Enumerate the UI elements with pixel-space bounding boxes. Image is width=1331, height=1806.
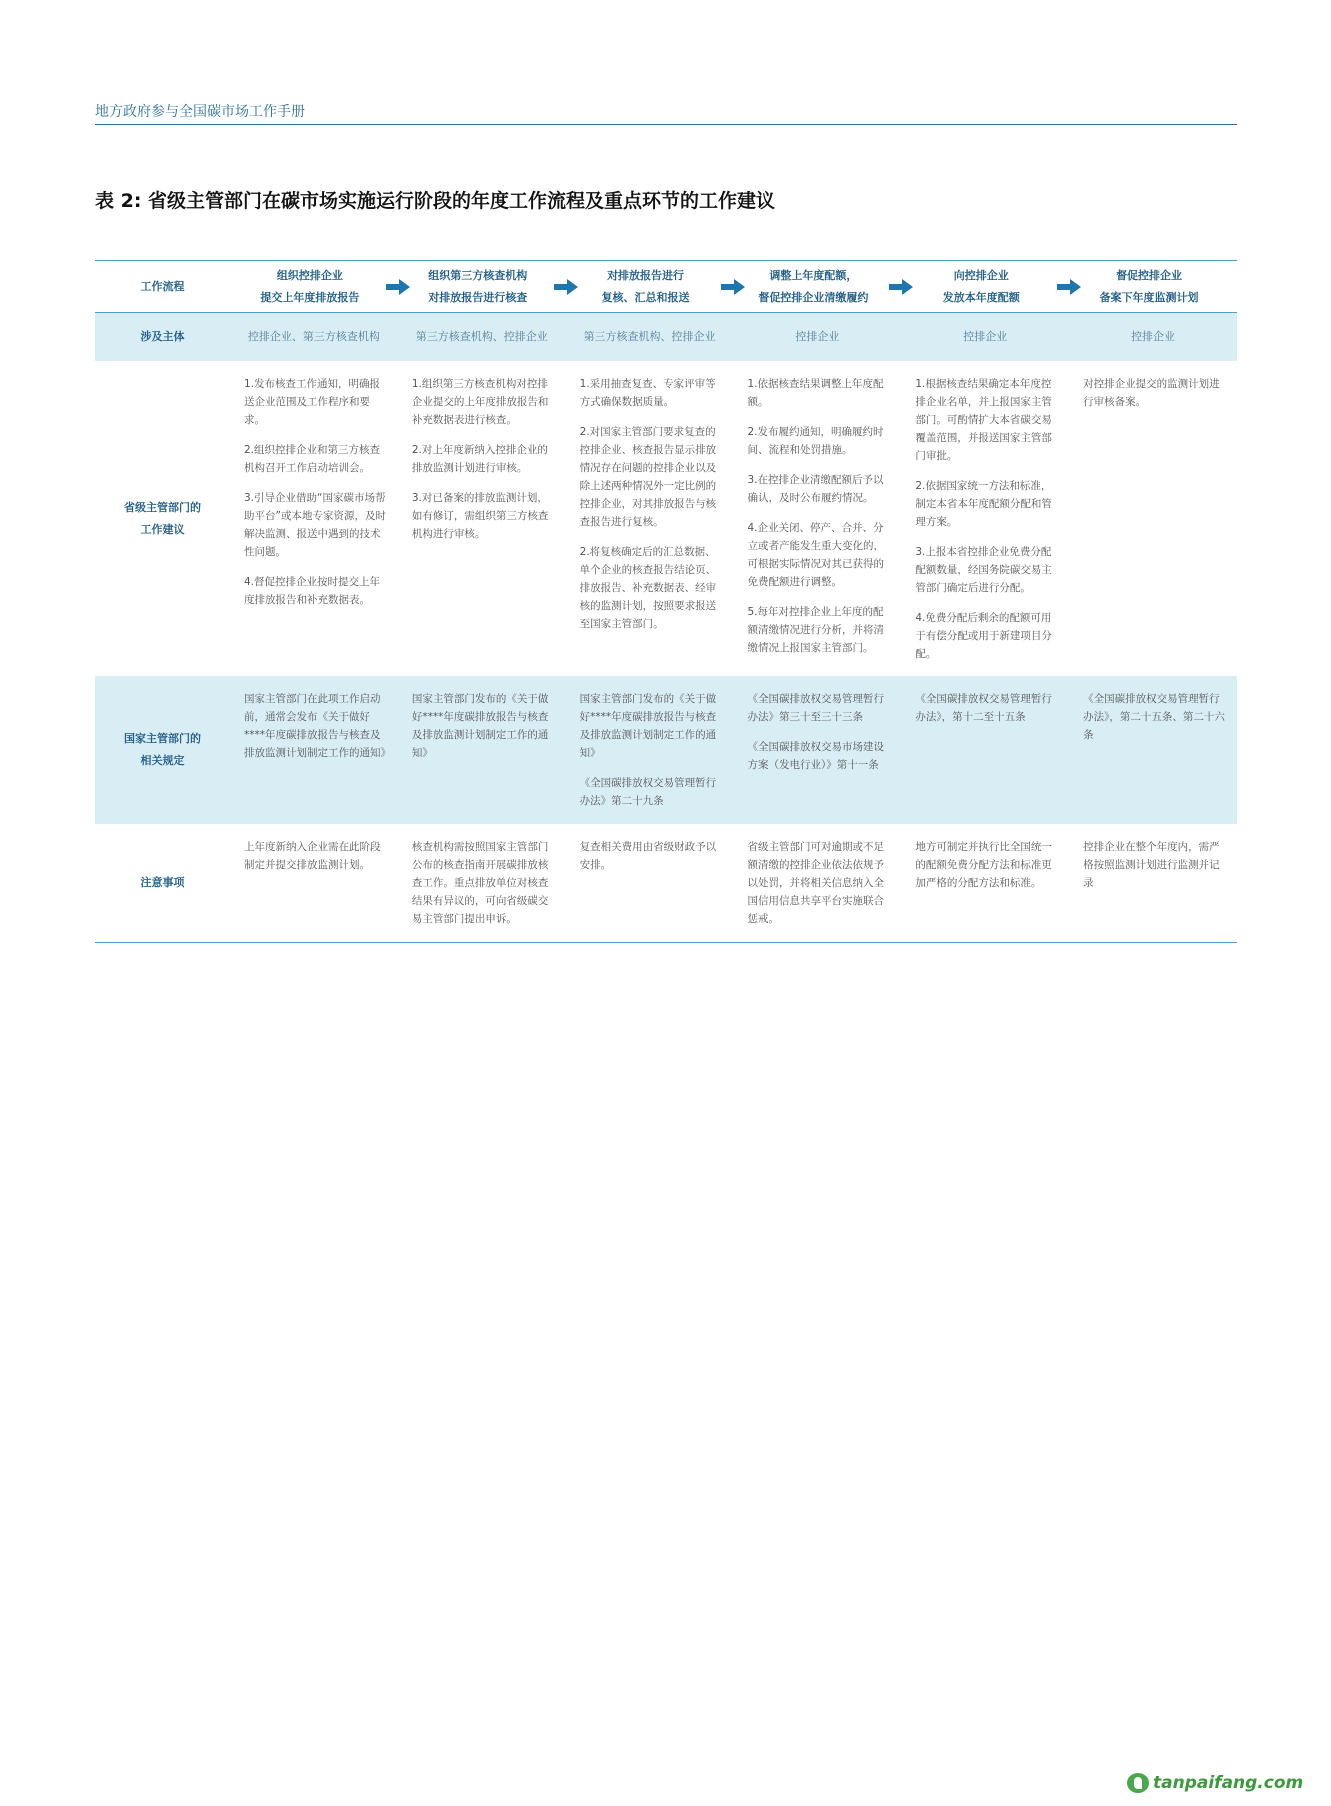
leaf-icon <box>1127 1773 1149 1793</box>
suggestion-item: 2.发布履约通知，明确履约时间、流程和处罚措施。 <box>747 426 884 456</box>
suggestion-item: 2.将复核确定后的汇总数据、单个企业的核查报告结论页、排放报告、补充数据表、经审核的监测计划，按照要求报送至国家主管部门。 <box>579 546 717 630</box>
arrow-right-icon <box>889 279 913 295</box>
suggestion-item: 3.对已备案的排放监测计划，如有修订，需组织第三方核查机构进行审核。 <box>411 492 549 540</box>
step-header-3 <box>566 261 734 313</box>
regulation-item: 《全国碳排放权交易市场建设方案（发电行业）》第十一条 <box>747 741 884 771</box>
notes-cell: 上年度新纳入企业需在此阶段制定并提交排放监测计划。 <box>244 841 381 871</box>
row-label-notes: 注意事项 <box>140 876 185 889</box>
table-title: 表 2: 省级主管部门在碳市场实施运行阶段的年度工作流程及重点环节的工作建议 <box>95 190 776 212</box>
suggestions-cell <box>398 361 566 676</box>
running-header: 地方政府参与全国碳市场工作手册 <box>95 104 305 120</box>
step-title: 调整上年度配额， 督促控排企业清缴履约 <box>758 268 869 304</box>
suggestion-item: 3.上报本省控排企业免费分配配额数量，经国务院碳交易主管部门确定后进行分配。 <box>915 546 1052 594</box>
step-title: 组织控排企业 提交上年度排放报告 <box>260 268 360 304</box>
step-title: 对排放报告进行 复核、汇总和报送 <box>601 268 690 304</box>
notes-cell: 复查相关费用由省级财政予以安排。 <box>579 841 717 871</box>
regulations-cell <box>398 676 566 824</box>
suggestion-item: 2.对上年度新纳入控排企业的排放监测计划进行审核。 <box>411 444 548 474</box>
suggestion-item: 2.依据国家统一方法和标准，制定本省本年度配额分配和管理方案。 <box>915 480 1052 528</box>
suggestion-item: 1.采用抽查复查、专家评审等方式确保数据质量。 <box>579 378 716 408</box>
subjects-cell: 控排企业 <box>901 313 1069 361</box>
regulation-item: 国家主管部门发布的《关于做好****年度碳排放报告与核查及排放监测计划制定工作的通知》 <box>411 693 549 759</box>
regulations-cell <box>901 676 1069 824</box>
subjects-cell: 控排企业 <box>733 313 901 361</box>
suggestions-cell <box>566 361 734 676</box>
suggestion-item: 对控排企业提交的监测计划进行审核备案。 <box>1083 378 1220 408</box>
step-header-4 <box>733 261 901 313</box>
regulation-item: 《全国碳排放权交易管理暂行办法》，第十二至十五条 <box>915 693 1052 723</box>
step-header-2 <box>398 261 566 313</box>
step-header-6 <box>1069 261 1237 313</box>
suggestion-item: 4.免费分配后剩余的配额可用于有偿分配或用于新建项目分配。 <box>915 612 1052 660</box>
suggestion-item: 2.组织控排企业和第三方核查机构召开工作启动培训会。 <box>244 444 381 474</box>
regulation-item: 《全国碳排放权交易管理暂行办法》第三十至三十三条 <box>747 693 884 723</box>
suggestions-cell <box>733 361 901 676</box>
regulation-item: 国家主管部门在此项工作启动前，通常会发布《关于做好****年度碳排放报告与核查及排放监测计划制定工作的通知》 <box>244 693 391 759</box>
step-title: 组织第三方核查机构 对排放报告进行核查 <box>428 268 528 304</box>
row-label-process: 工作流程 <box>95 261 230 313</box>
subjects-cell: 控排企业、第三方核查机构 <box>230 313 398 361</box>
regulation-item: 国家主管部门发布的《关于做好****年度碳排放报告与核查及排放监测计划制定工作的通知》 <box>579 693 717 759</box>
site-logo[interactable] <box>1127 1773 1303 1793</box>
subjects-cell: 控排企业 <box>1069 313 1237 361</box>
notes-cell: 省级主管部门可对逾期或不足额清缴的控排企业依法依规予以处罚，并将相关信息纳入全国信用信息共享平台实施联合惩戒。 <box>747 841 884 925</box>
notes-cell: 控排企业在整个年度内，需严格按照监测计划进行监测并记录 <box>1083 841 1220 889</box>
step-title: 向控排企业 发放本年度配额 <box>942 268 1020 304</box>
step-header-5 <box>901 261 1069 313</box>
regulation-item: 《全国碳排放权交易管理暂行办法》，第二十五条、第二十六条 <box>1083 693 1225 741</box>
suggestion-item: 4.企业关闭、停产、合并、分立或者产能发生重大变化的，可根据实际情况对其已获得的免费配额进行调整。 <box>747 522 884 588</box>
subjects-cell: 第三方核查机构、控排企业 <box>566 313 734 361</box>
notes-cell: 地方可制定并执行比全国统一的配额免费分配方法和标准更加严格的分配方法和标准。 <box>915 841 1052 889</box>
logo-text: tanpaifang.com <box>1153 1773 1304 1793</box>
header-rule <box>95 124 1237 125</box>
suggestion-item: 3.引导企业借助“国家碳市场帮助平台”或本地专家资源，及时解决监测、报送中遇到的技术性问题。 <box>244 492 386 558</box>
regulations-cell <box>733 676 901 824</box>
regulations-cell <box>566 676 734 824</box>
suggestions-cell <box>901 361 1069 676</box>
step-header-1 <box>230 261 398 313</box>
suggestion-item: 1.根据核查结果确定本年度控排企业名单，并上报国家主管部门。可酌情扩大本省碳交易覆盖范围，并报送国家主管部门审批。 <box>915 378 1052 462</box>
subjects-cell: 第三方核查机构、控排企业 <box>398 313 566 361</box>
suggestion-item: 1.发布核查工作通知，明确报送企业范围及工作程序和要求。 <box>244 378 381 426</box>
arrow-right-icon <box>386 279 410 295</box>
row-label-subjects: 涉及主体 <box>95 313 230 361</box>
workflow-table <box>95 260 1237 943</box>
suggestion-item: 3.在控排企业清缴配额后予以确认，及时公布履约情况。 <box>747 474 884 504</box>
suggestion-item: 5.每年对控排企业上年度的配额清缴情况进行分析，并将清缴情况上报国家主管部门。 <box>747 606 884 654</box>
arrow-right-icon <box>721 279 745 295</box>
suggestions-cell <box>1069 361 1237 676</box>
step-title: 督促控排企业 备案下年度监测计划 <box>1099 268 1199 304</box>
regulations-cell <box>230 676 398 824</box>
suggestion-item: 1.依据核查结果调整上年度配额。 <box>747 378 884 408</box>
notes-cell: 核查机构需按照国家主管部门公布的核查指南开展碳排放核查工作。重点排放单位对核查结果有异议的，可向省级碳交易主管部门提出申诉。 <box>411 841 549 925</box>
suggestion-item: 2.对国家主管部门要求复查的控排企业、核查报告显示排放情况存在问题的控排企业以及除上述两种情况外一定比例的控排企业，对其排放报告与核查报告进行复核。 <box>579 426 717 528</box>
suggestion-item: 1.组织第三方核查机构对控排企业提交的上年度排放报告和补充数据表进行核查。 <box>411 378 549 426</box>
regulations-cell <box>1069 676 1237 824</box>
suggestion-item: 4.督促控排企业按时提交上年度排放报告和补充数据表。 <box>244 576 381 606</box>
arrow-right-icon <box>1057 279 1081 295</box>
row-label-regulations: 国家主管部门的 相关规定 <box>95 676 230 824</box>
regulation-item: 《全国碳排放权交易管理暂行办法》第二十九条 <box>579 777 717 807</box>
row-label-suggestions: 省级主管部门的 工作建议 <box>124 500 201 536</box>
arrow-right-icon <box>554 279 578 295</box>
suggestions-cell <box>230 361 398 676</box>
